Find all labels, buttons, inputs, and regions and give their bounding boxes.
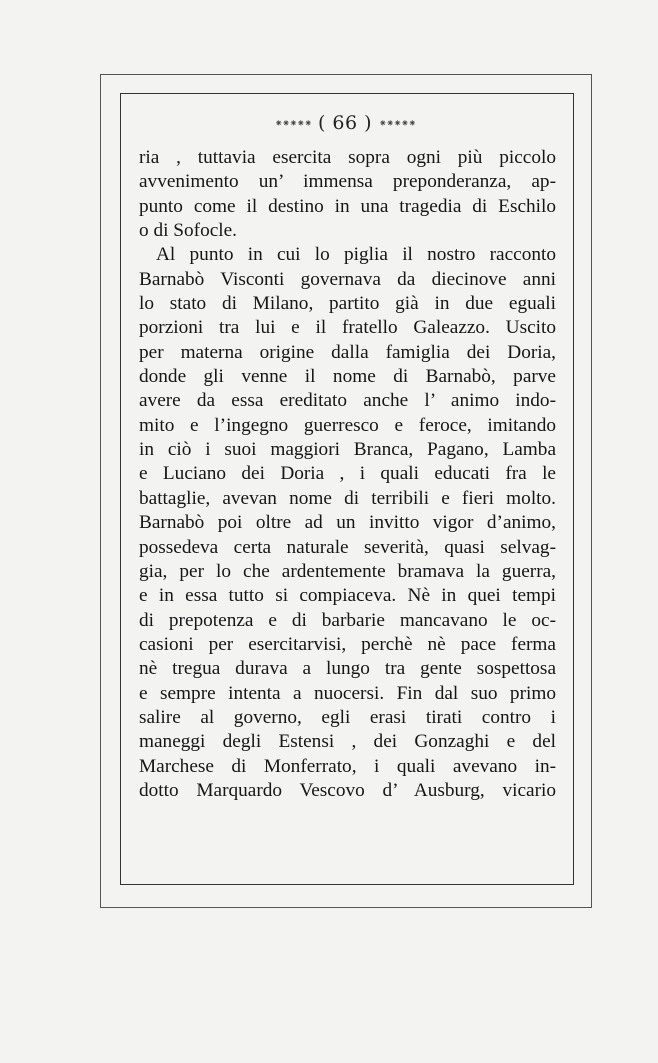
body-text xyxy=(139,146,556,803)
text-line: Barnabò poi oltre ad un invitto vigor d’animo, xyxy=(139,512,556,534)
text-line: o di Sofocle. xyxy=(139,220,237,242)
text-line: donde gli venne il nome di Barnabò, parve xyxy=(139,366,556,388)
text-line: battaglie, avevan nome di terribili e fieri molto. xyxy=(139,487,556,509)
page-number: ( 66 ) xyxy=(317,112,373,134)
text-line: Al punto in cui lo piglia il nostro racconto xyxy=(156,244,556,266)
text-line: in ciò i suoi maggiori Branca, Pagano, Lamba xyxy=(139,439,556,461)
text-line: e sempre intenta a nuocersi. Fin dal suo primo xyxy=(139,682,556,704)
page-header xyxy=(130,112,560,134)
text-line: lo stato di Milano, partito già in due eguali xyxy=(139,293,556,315)
text-line: ria , tuttavia esercita sopra ogni più piccolo xyxy=(139,147,556,168)
text-line: nè tregua durava a lungo tra gente sospettosa xyxy=(139,658,556,680)
text-line: punto come il destino in una tragedia di Eschilo xyxy=(139,195,556,217)
text-line: gia, per lo che ardentemente bramava la guerra, xyxy=(139,560,556,582)
text-line: salire al governo, egli erasi tirati contro i xyxy=(139,706,556,728)
text-line: e in essa tutto si compiaceva. Nè in quei tempi xyxy=(139,585,556,607)
right-ornament-icon: ⁕⁕⁕⁕⁕ xyxy=(378,118,416,130)
text-line: casioni per esercitarvisi, perchè nè pace ferma xyxy=(139,633,556,655)
text-line: possedeva certa naturale severità, quasi selvag- xyxy=(139,536,556,558)
text-line: avvenimento un’ immensa preponderanza, ap- xyxy=(139,171,556,193)
text-line: per materna origine dalla famiglia dei Doria, xyxy=(139,341,556,363)
text-line: mito e l’ingegno guerresco e feroce, imitando xyxy=(139,414,556,436)
text-line: e Luciano dei Doria , i quali educati fra le xyxy=(139,463,556,485)
left-ornament-icon: ⁕⁕⁕⁕⁕ xyxy=(274,118,312,130)
text-line: Barnabò Visconti governava da diecinove anni xyxy=(139,268,556,290)
text-line: maneggi degli Estensi , dei Gonzaghi e del xyxy=(139,731,556,753)
text-line: di prepotenza e di barbarie mancavano le oc- xyxy=(139,609,556,631)
text-line: porzioni tra lui e il fratello Galeazzo. Uscito xyxy=(139,317,556,339)
text-line: avere da essa ereditato anche l’ animo indo- xyxy=(139,390,556,412)
text-line: Marchese di Monferrato, i quali avevano in- xyxy=(139,755,556,777)
text-line: dotto Marquardo Vescovo d’ Ausburg, vicario xyxy=(139,779,556,801)
